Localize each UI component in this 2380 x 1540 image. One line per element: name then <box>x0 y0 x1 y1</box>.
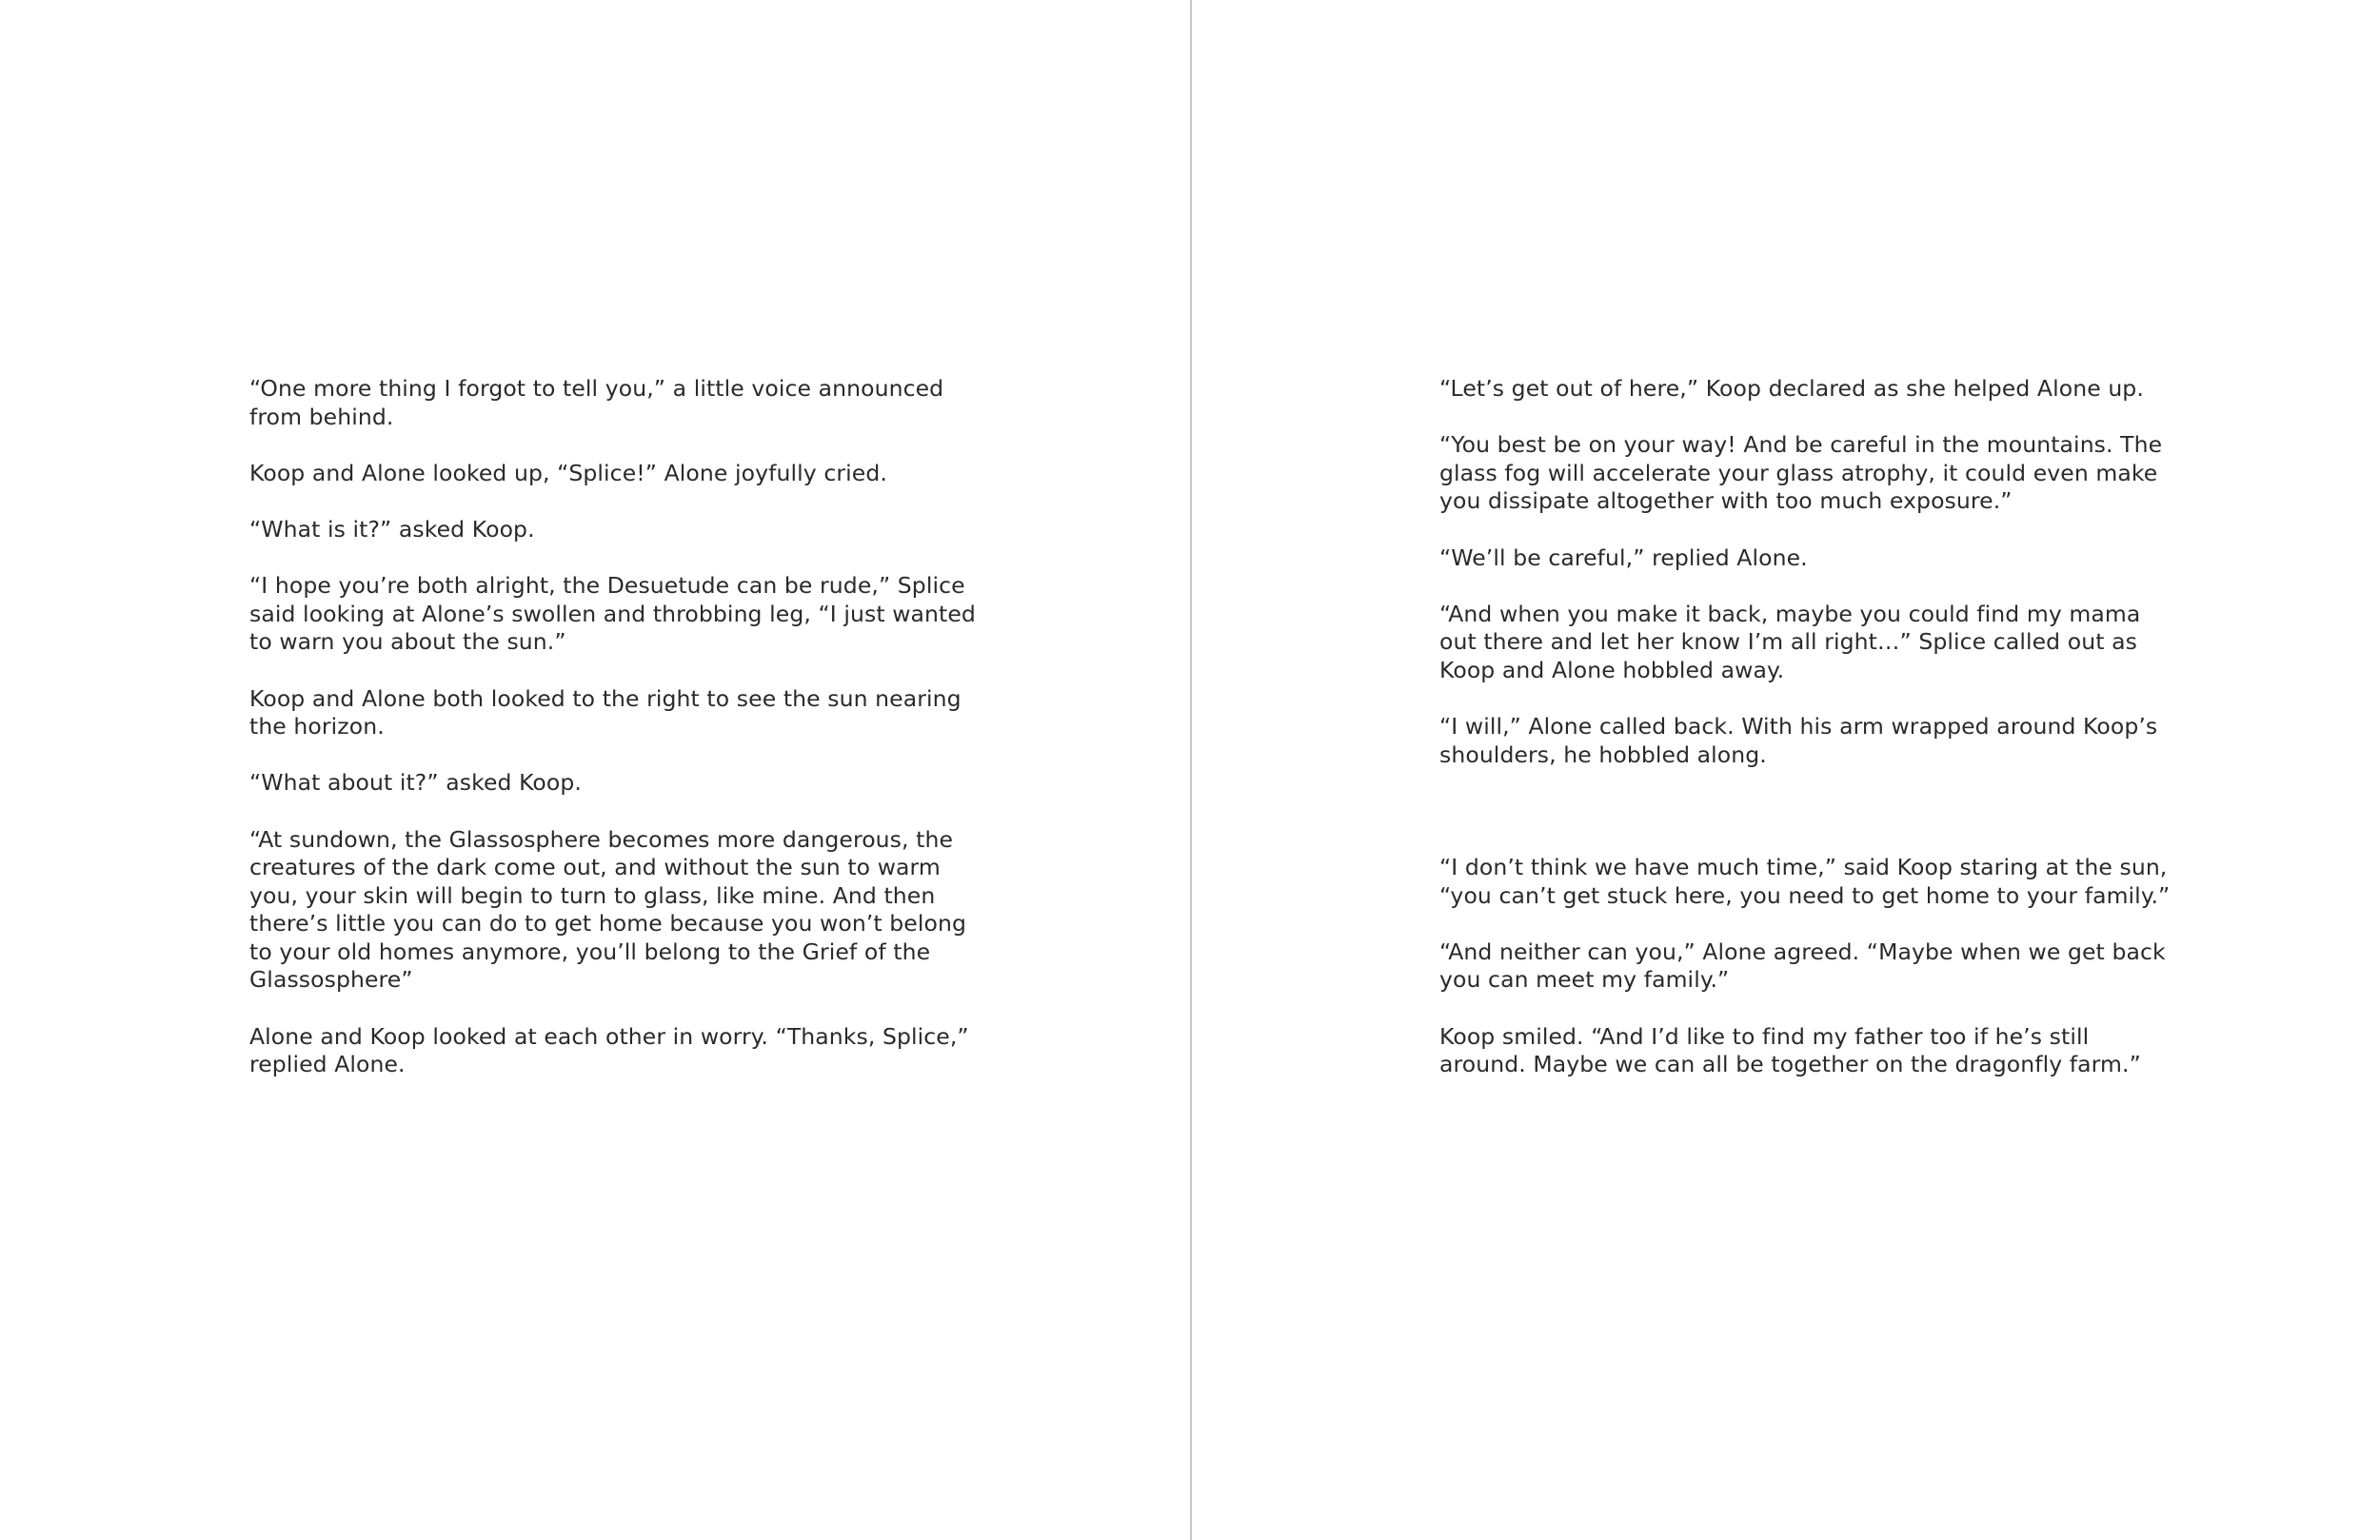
text-line: the horizon. <box>249 713 385 740</box>
text-line: shoulders, he hobbled along. <box>1439 740 1767 768</box>
text-line: from behind. <box>249 403 394 430</box>
text-line: “I hope you’re both alright, the Desuetude can be rude,” Splice <box>249 572 965 600</box>
text-line: Alone and Koop looked at each other in worry. “Thanks, Splice,” <box>249 1022 969 1050</box>
text-line: “Let’s get out of here,” Koop declared as she helped Alone up. <box>1439 375 2144 402</box>
text-line: glass fog will accelerate your glass atrophy, it could even make <box>1439 459 2158 486</box>
text-line: “I will,” Alone called back. With his arm wrapped around Koop’s <box>1439 713 2158 740</box>
text-line: Koop and Alone both looked to the right to see the sun nearing <box>249 684 962 712</box>
text-line: “What is it?” asked Koop. <box>249 515 535 543</box>
paragraph <box>1439 938 2166 995</box>
text-line: Glassosphere” <box>249 966 413 994</box>
text-line: “you can’t get stuck here, you need to get home to your family.” <box>1439 881 2171 909</box>
paragraph <box>249 825 966 996</box>
right-page <box>1190 0 2380 1540</box>
text-line: “I don’t think we have much time,” said Koop staring at the sun, <box>1439 854 2168 881</box>
paragraph <box>249 769 944 798</box>
text-line: “And neither can you,” Alone agreed. “Maybe when we get back <box>1439 938 2166 965</box>
text-line: around. Maybe we can all be together on the dragonfly farm.” <box>1439 1051 2141 1078</box>
text-line: “What about it?” asked Koop. <box>249 769 582 797</box>
paragraph <box>1439 1022 2141 1079</box>
paragraph <box>249 684 962 741</box>
text-line: there’s little you can do to get home because you won’t belong <box>249 910 966 938</box>
paragraph <box>249 460 944 488</box>
paragraph <box>249 1022 969 1079</box>
paragraph <box>249 375 944 431</box>
section-break <box>1439 798 2134 854</box>
text-line: creatures of the dark come out, and without the sun to warm <box>249 854 941 881</box>
text-line: to warn you about the sun.” <box>249 628 566 656</box>
text-line: to your old homes anymore, you’ll belong to the Grief of the <box>249 938 931 965</box>
text-line: out there and let her know I’m all right…” Splice called out as <box>1439 628 2137 656</box>
text-line: Koop smiled. “And I’d like to find my father too if he’s still <box>1439 1022 2090 1050</box>
text-line: “We’ll be careful,” replied Alone. <box>1439 543 1808 571</box>
paragraph <box>249 516 944 544</box>
text-line: Koop and Alone looked up, “Splice!” Alone joyfully cried. <box>249 459 887 486</box>
paragraph <box>1439 544 2134 573</box>
text-line: “And when you make it back, maybe you could find my mama <box>1439 600 2141 627</box>
right-page-text <box>1439 375 2171 1107</box>
text-line: you can meet my family.” <box>1439 966 1730 994</box>
paragraph <box>1439 375 2144 404</box>
text-line: “You best be on your way! And be careful in the mountains. The <box>1439 431 2163 459</box>
text-line: you dissipate altogether with too much exposure.” <box>1439 487 2013 515</box>
left-page-text <box>249 375 976 1107</box>
text-line: said looking at Alone’s swollen and throbbing leg, “I just wanted <box>249 600 976 627</box>
paragraph <box>1439 713 2158 769</box>
text-line: you, your skin will begin to turn to glass, like mine. And then <box>249 881 936 909</box>
paragraph <box>1439 854 2171 910</box>
paragraph <box>1439 600 2141 685</box>
text-line: replied Alone. <box>249 1051 406 1078</box>
text-line: “At sundown, the Glassosphere becomes more dangerous, the <box>249 825 954 853</box>
paragraph <box>1439 431 2163 516</box>
text-line: Koop and Alone hobbled away. <box>1439 656 1785 683</box>
paragraph <box>249 572 976 657</box>
text-line: “One more thing I forgot to tell you,” a little voice announced <box>249 375 944 402</box>
